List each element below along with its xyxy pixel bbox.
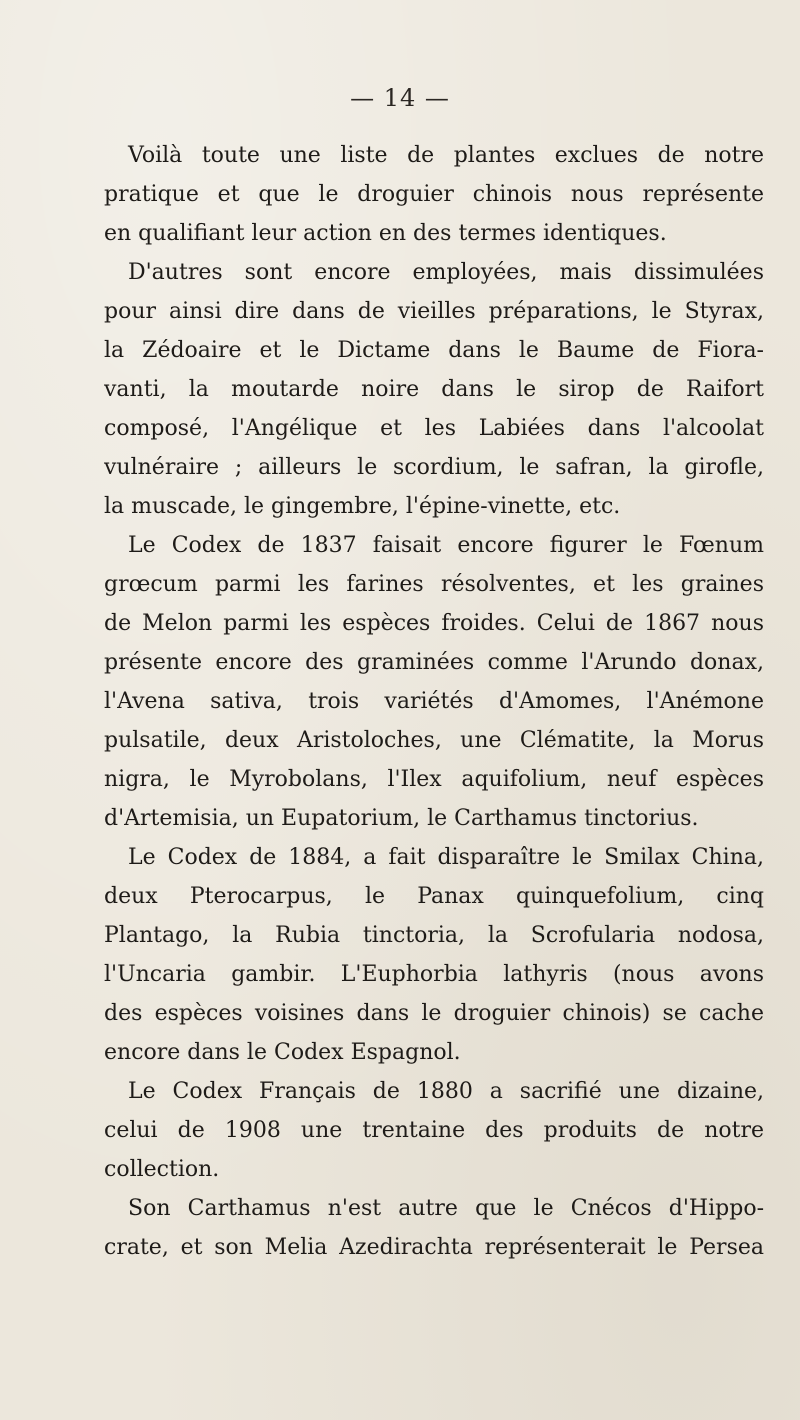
text-line: pour ainsi dire dans de vieilles préparations, le Styrax, bbox=[104, 299, 764, 324]
text-line: deux Pterocarpus, le Panax quinquefolium, cinq bbox=[104, 884, 764, 909]
text-line: des espèces voisines dans le droguier chinois) se cache bbox=[104, 1001, 764, 1026]
text-line: grœcum parmi les farines résolventes, et les graines bbox=[104, 572, 764, 597]
text-line: composé, l'Angélique et les Labiées dans l'alcoolat bbox=[104, 416, 764, 441]
text-line: nigra, le Myrobolans, l'Ilex aquifolium, neuf espèces bbox=[104, 767, 764, 792]
text-line: l'Avena sativa, trois variétés d'Amomes, l'Anémone bbox=[104, 689, 764, 714]
text-line: vulnéraire ; ailleurs le scordium, le safran, la girofle, bbox=[104, 455, 764, 480]
text-line: l'Uncaria gambir. L'Euphorbia lathyris (nous avons bbox=[104, 962, 764, 987]
text-line: Le Codex de 1884, a fait disparaître le Smilax China, bbox=[128, 845, 764, 870]
text-line: de Melon parmi les espèces froides. Celui de 1867 nous bbox=[104, 611, 764, 636]
text-line: Plantago, la Rubia tinctoria, la Scrofularia nodosa, bbox=[104, 923, 764, 948]
text-line: celui de 1908 une trentaine des produits de notre bbox=[104, 1118, 764, 1143]
text-line: pulsatile, deux Aristoloches, une Clématite, la Morus bbox=[104, 728, 764, 753]
text-line: Voilà toute une liste de plantes exclues de notre bbox=[128, 143, 764, 168]
text-line: en qualifiant leur action en des termes identiques. bbox=[104, 221, 667, 246]
text-line: encore dans le Codex Espagnol. bbox=[104, 1040, 461, 1065]
text-line: vanti, la moutarde noire dans le sirop de Raifort bbox=[104, 377, 764, 402]
text-line: Le Codex Français de 1880 a sacrifié une dizaine, bbox=[128, 1079, 764, 1104]
text-line: Le Codex de 1837 faisait encore figurer le Fœnum bbox=[128, 533, 764, 558]
text-line: collection. bbox=[104, 1157, 220, 1182]
body-text bbox=[104, 136, 764, 1267]
text-line: crate, et son Melia Azedirachta représenterait le Persea bbox=[104, 1235, 764, 1260]
page-number: — 14 — bbox=[350, 84, 450, 112]
text-line: pratique et que le droguier chinois nous représente bbox=[104, 182, 764, 207]
text-line: d'Artemisia, un Eupatorium, le Carthamus tinctorius. bbox=[104, 806, 699, 831]
text-line: D'autres sont encore employées, mais dissimulées bbox=[128, 260, 764, 285]
text-line: la muscade, le gingembre, l'épine-vinette, etc. bbox=[104, 494, 621, 519]
text-line: la Zédoaire et le Dictame dans le Baume de Fiora- bbox=[104, 338, 764, 363]
text-line: présente encore des graminées comme l'Arundo donax, bbox=[104, 650, 764, 675]
text-line: Son Carthamus n'est autre que le Cnécos d'Hippo- bbox=[128, 1196, 764, 1221]
